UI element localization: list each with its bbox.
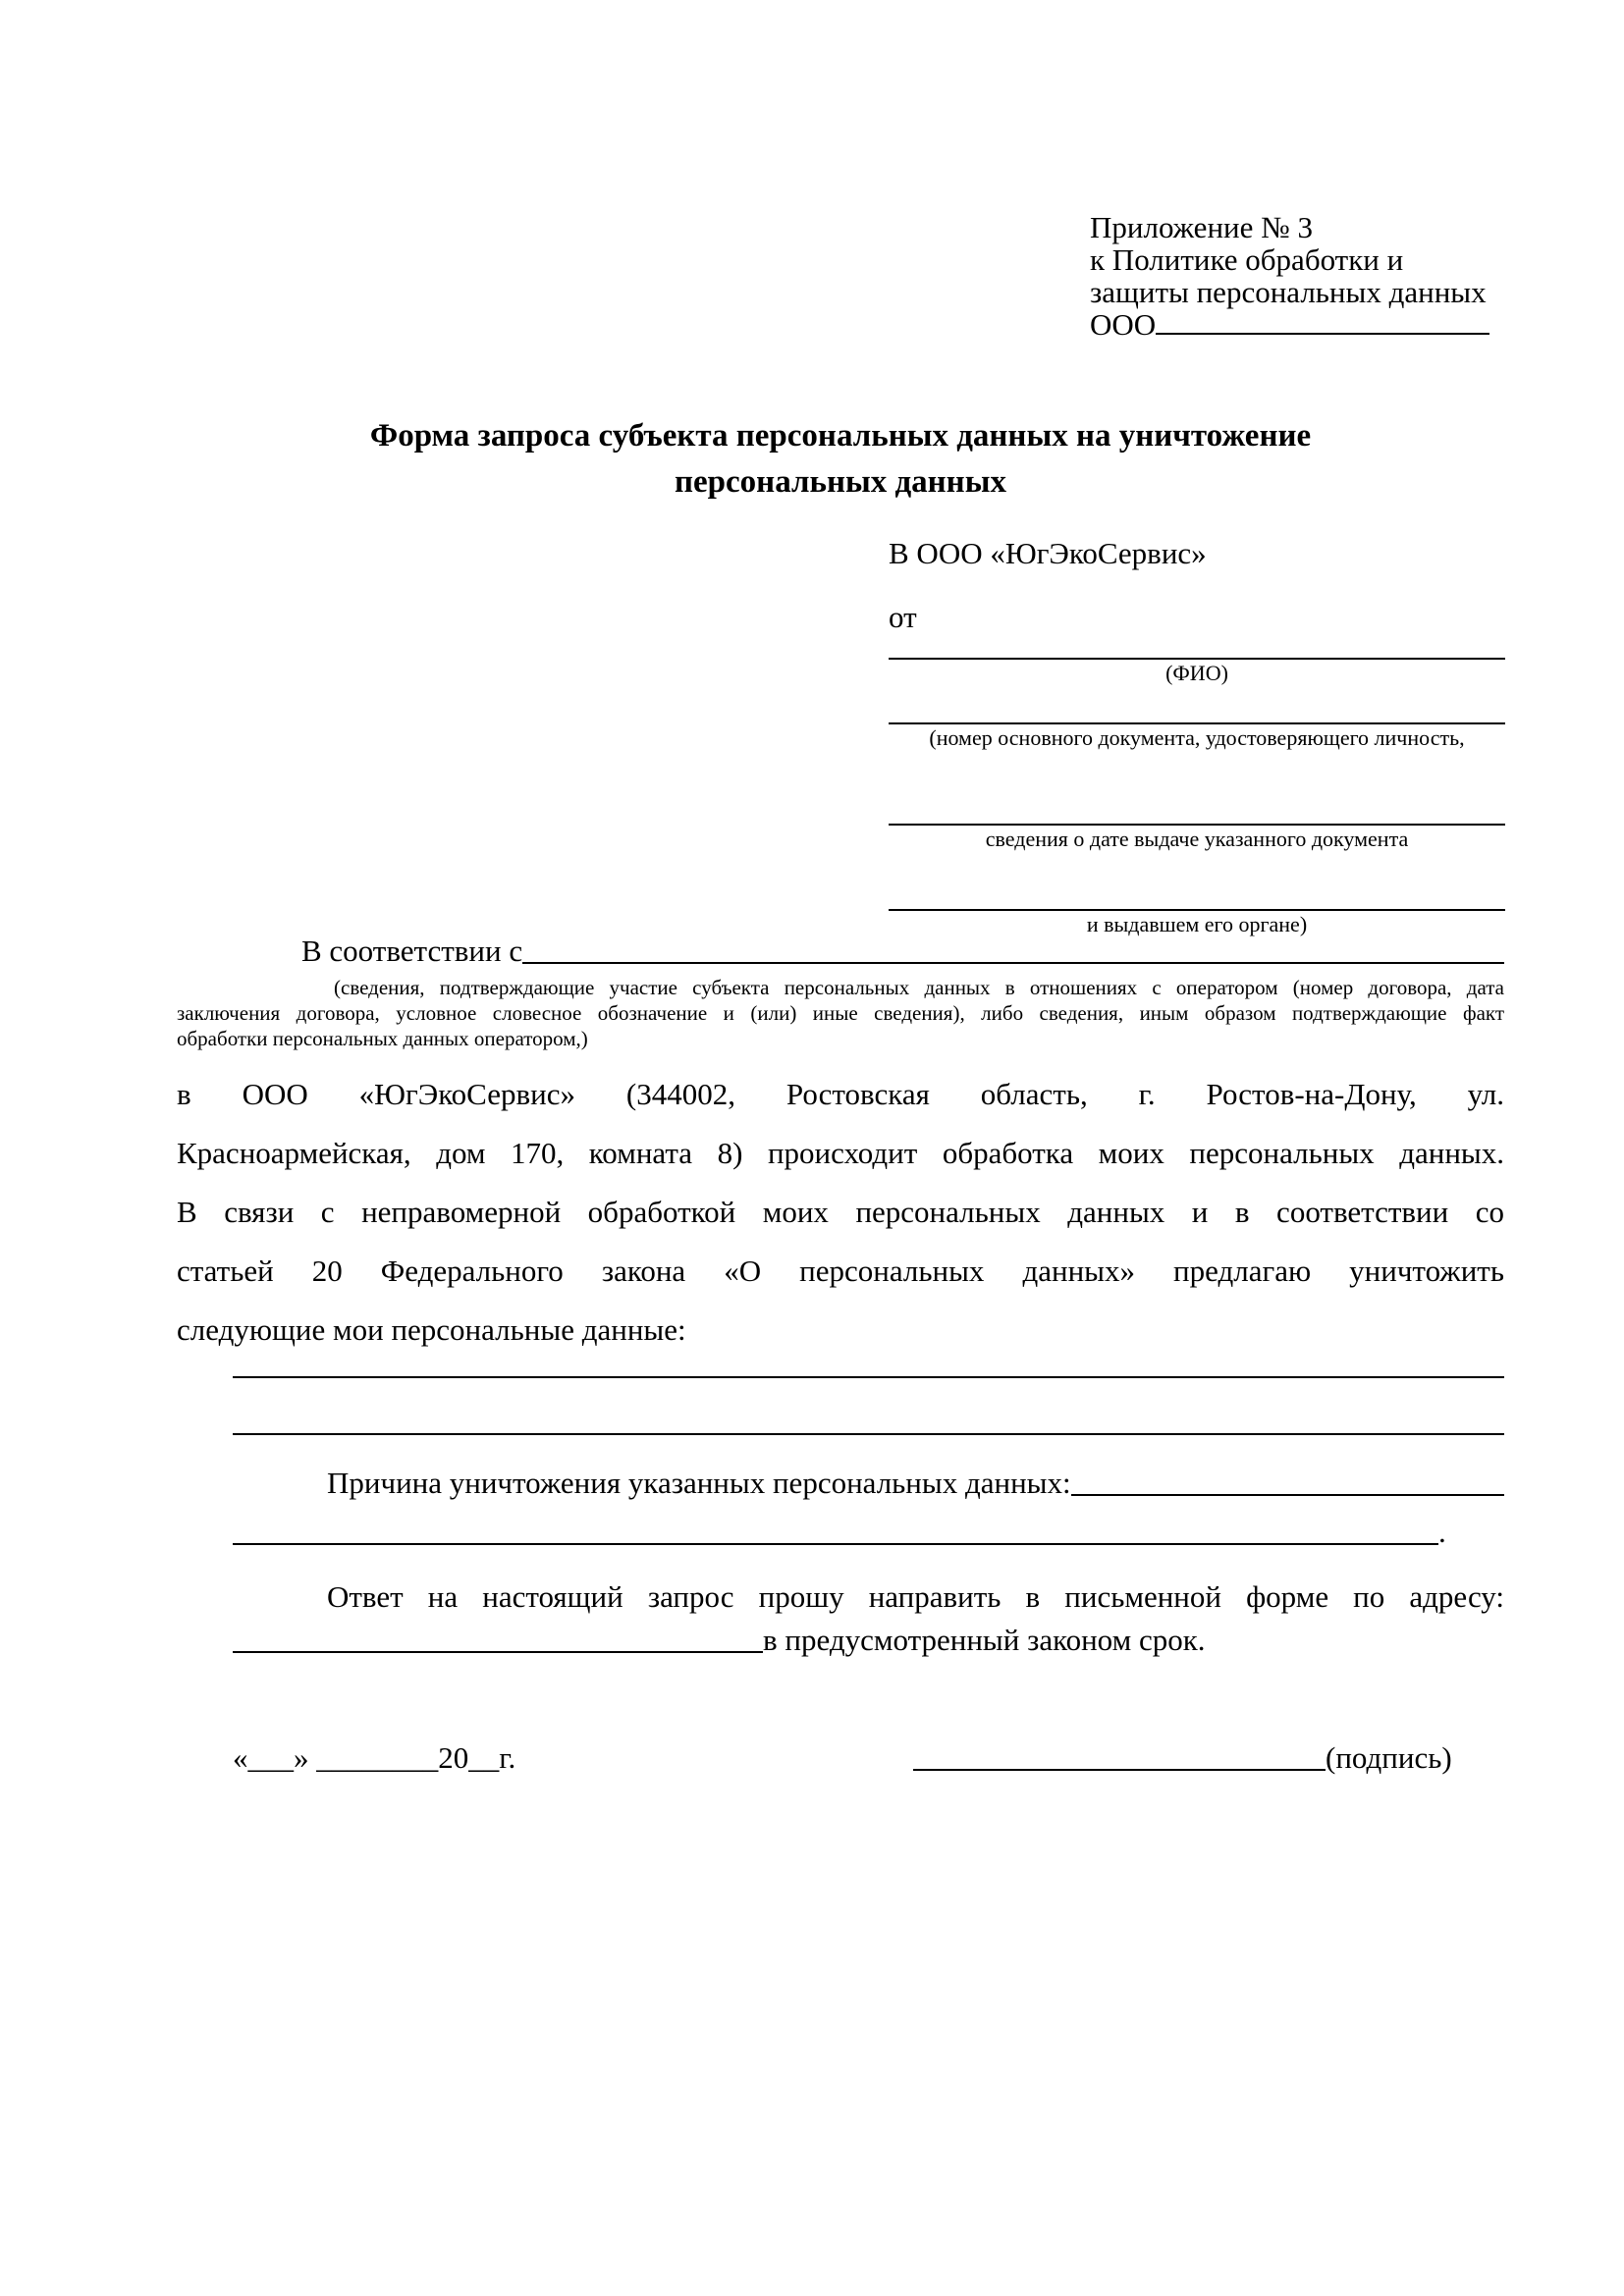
appendix-note-line: к Политике обработки и xyxy=(1090,242,1404,277)
fine-print xyxy=(177,975,1504,1051)
reason-label: Причина уничтожения указанных персональных данных: xyxy=(327,1466,1071,1500)
addressee-to: В ООО «ЮгЭкоСервис» xyxy=(889,536,1207,570)
page-title xyxy=(177,413,1504,506)
answer-tail-text: в предусмотренный законом срок. xyxy=(763,1623,1206,1657)
page-title-line: Форма запроса субъекта персональных данных на уничтожение xyxy=(369,418,1312,454)
body-line: в ООО «ЮгЭкоСервис» (344002, Ростовская область, г. Ростов-на-Дону, ул. xyxy=(177,1077,1504,1111)
addressee-block xyxy=(889,535,1505,947)
page-title-line: персональных данных xyxy=(675,464,1006,500)
appendix-note xyxy=(1090,211,1489,341)
body-line: статьей 20 Федерального закона «О персональных данных» предлагаю уничтожить xyxy=(177,1254,1504,1288)
body-line: следующие мои персональные данные: xyxy=(177,1312,686,1347)
reason-continuation-blank xyxy=(233,1543,1438,1545)
document-number-blank-line xyxy=(889,722,1505,724)
answer-paragraph: Ответ на настоящий запрос прошу направить в письменной форме по адресу: xyxy=(327,1579,1504,1614)
fine-print-line: обработки персональных данных оператором,) xyxy=(177,1027,588,1050)
fine-print-line: заключения договора, условное словесное обозначение и (или) иные сведения), либо сведения, иным образом подтверждающие факт xyxy=(177,1001,1504,1025)
signature-blank xyxy=(913,1769,1326,1771)
appendix-note-line: защиты персональных данных xyxy=(1090,275,1487,309)
signature-caption: (подпись) xyxy=(1326,1740,1452,1775)
fio-blank-line xyxy=(889,658,1505,660)
body-paragraph xyxy=(177,1065,1504,1360)
answer-tail-row xyxy=(233,1620,1206,1659)
company-blank-row xyxy=(1090,308,1489,341)
body-line: Красноармейская, дом 170, комната 8) происходит обработка моих персональных данных. xyxy=(177,1136,1504,1170)
document-number-caption: (номер основного документа, удостоверяющего личность, xyxy=(929,725,1465,750)
reason-row xyxy=(177,1463,1504,1502)
issue-date-blank-line xyxy=(889,824,1505,826)
reason-period: . xyxy=(1438,1515,1446,1549)
reason-blank xyxy=(1071,1494,1504,1496)
accordance-lead: В соответствии с xyxy=(301,934,523,968)
addressee-from-label: от xyxy=(889,600,917,634)
appendix-note-line: Приложение № 3 xyxy=(1090,210,1313,244)
accordance-row xyxy=(177,931,1504,970)
issue-date-caption: сведения о дате выдаче указанного документа xyxy=(985,827,1409,851)
issuing-authority-blank-line xyxy=(889,909,1505,911)
reason-continuation-row xyxy=(233,1512,1446,1551)
accordance-blank xyxy=(522,962,1504,964)
signature-row xyxy=(913,1739,1452,1777)
fine-print-line: (сведения, подтверждающие участие субъекта персональных данных в отношениях с оператором (номер договора, дата xyxy=(334,976,1504,999)
fio-caption: (ФИО) xyxy=(1165,661,1228,685)
issuing-authority-caption: и выдавшем его органе) xyxy=(1086,912,1308,936)
company-name-blank xyxy=(1156,333,1489,335)
address-blank xyxy=(233,1651,763,1653)
personal-data-blank-line-1 xyxy=(233,1376,1504,1378)
date-blank: «___» ________20__г. xyxy=(233,1740,516,1775)
personal-data-blank-line-2 xyxy=(233,1433,1504,1435)
company-label: ООО xyxy=(1090,307,1157,342)
body-line: В связи с неправомерной обработкой моих персональных данных и в соответствии со xyxy=(177,1195,1504,1229)
